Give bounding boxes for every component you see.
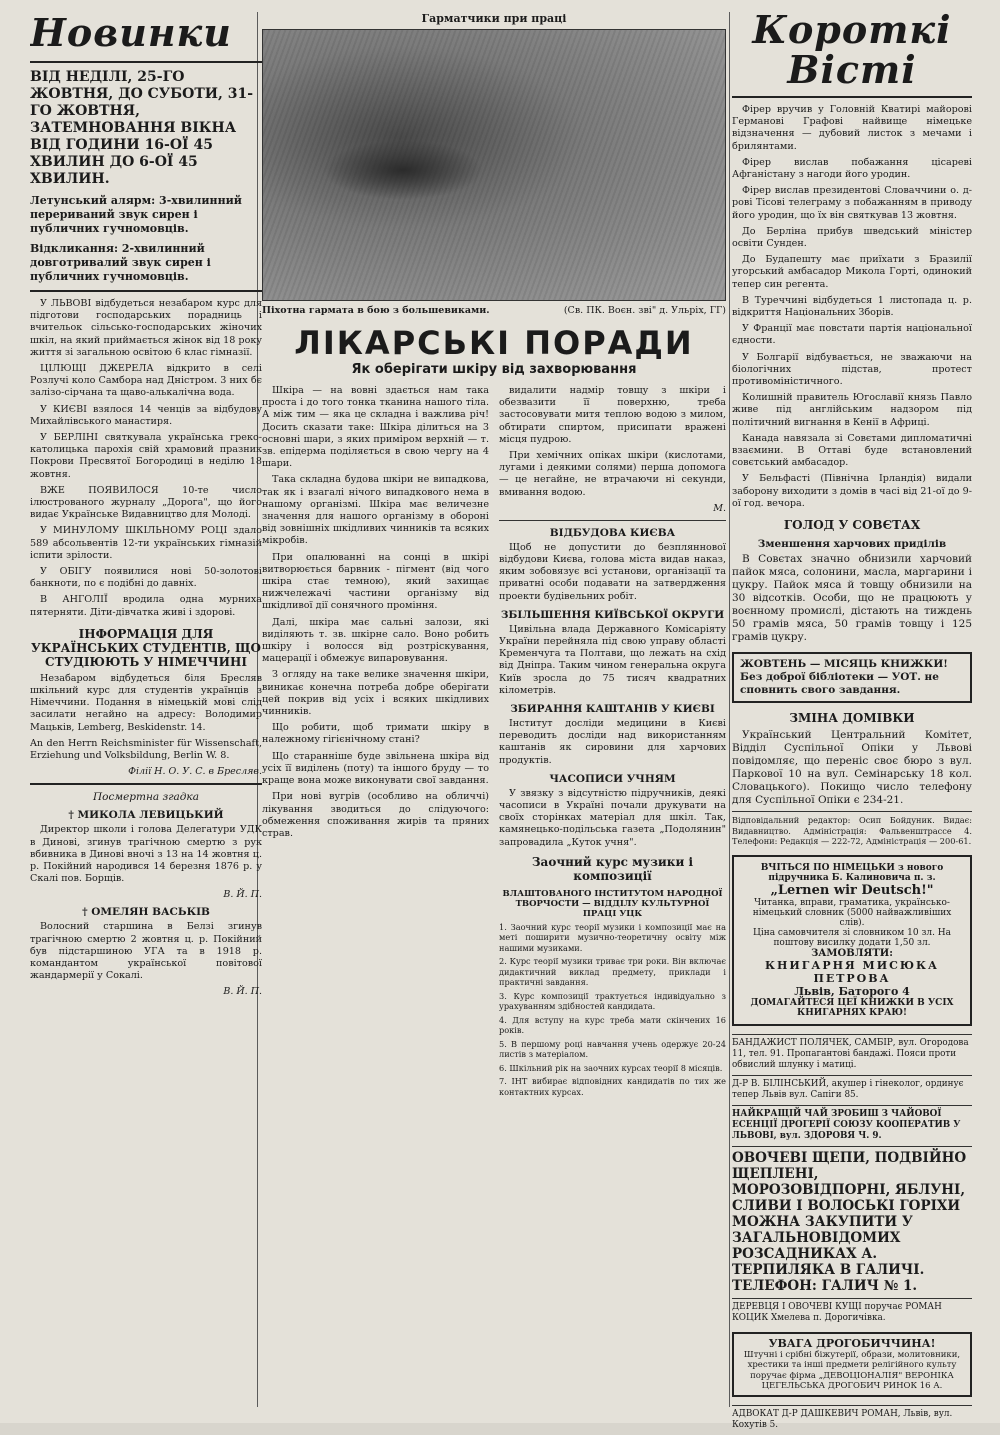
brief-item: До Берліна прибув шведський міністер освіти Сунден. — [732, 225, 972, 250]
news-item: В АНГОЛІЇ вродила одна мурниха пятерняти. Діти-дівчатка живі і здорові. — [30, 594, 262, 618]
brief-item: У Франції має повстати партія національної єдности. — [732, 323, 972, 347]
photo-title: Гарматчики при праці — [421, 12, 567, 25]
brief-item: Канада навязала зі Совєтами дипломатичні взаємини. В Оттаві буде встановлений совєтський амбасадор. — [732, 432, 972, 469]
photo-caption-right: (Св. ПК. Воєн. зві" д. Ульріх, ГГ) — [563, 305, 726, 316]
article-paragraph: Шкіра — на вовні здається нам така проста і до того тонка тканина нашого тіла. А між тим — яка це складна і важлива річ! Досить сказати таке: Шкіра ділиться на 3 основні шари, з яких приміром верхній — т. зв. епідерма поділяється в свою чергу на 4 шари. — [262, 385, 489, 470]
article-paragraph: Що робити, щоб тримати шкіру в належному гігієнічному стані? — [262, 722, 489, 746]
ad-text: Читанка, вправи, граматика, українсько-німецький словник (5000 найважливіших слів). — [752, 897, 952, 928]
news-item: У ЛЬВОВІ відбудеться незабаром курс для підготови господарських порадниць і вчительок сільсько-господарських жіночих шкіл, на який приймається жінок від 18 року життя зі загальною освітою 6 клас гімназії. — [30, 298, 262, 358]
brief-item: Колишній правитель Югославії князь Павло живе під англійським надзором під політичний вигнання в Кенії в Африці. — [732, 392, 972, 428]
left-column — [30, 10, 262, 997]
blackout-notice: ВІД НЕДІЛІ, 25-ГО ЖОВТНЯ, ДО СУБОТИ, 31-ГО ЖОВТНЯ, ЗАТЕМНОВАННЯ ВІКНА ВІД ГОДИНИ 16-ОЇ 45 ХВИЛИН ДО 6-ОЇ 45 ХВИЛИН. — [30, 69, 254, 187]
books-box — [732, 652, 972, 703]
divider — [499, 520, 726, 521]
music-item: 6. Шкільний рік на заочних курсах теорії 8 місяців. — [499, 1062, 723, 1073]
okruh-text: Цивільна влада Державного Комісаріяту України перейняла під свою управу області Кременчуга та Полтави, що лежать на схід від Дніпра. Таким чином генеральна округа Київ зросла до 75 тисяч квадратних кілометрів. — [499, 623, 726, 696]
korotki-visti-masthead — [732, 10, 972, 98]
music-item: 5. В першому році навчання учень одержує 20-24 листів з матеріалом. — [499, 1038, 726, 1060]
artillery-photo — [262, 29, 726, 301]
books-box-text: ЖОВТЕНЬ — МІСЯЦЬ КНИЖКИ! Без доброї бібліотеки — УОТ. не сповнить свого завдання. — [740, 658, 948, 697]
article-headline: ЛІКАРСЬКІ ПОРАДИ — [294, 324, 694, 362]
brief-item: Фірер вручив у Головній Кватирі майорові Германові Графові найвище німецьке відзначення — дубовий листок з мечами і брилянтами. — [732, 104, 972, 152]
news-item: ВЖЕ ПОЯВИЛОСЯ 10-те число ілюстрованого журналу „Дорога", що його видає Українське Видавництво для Молоді. — [30, 484, 262, 521]
ad-book: „Lernen wir Deutsch!" — [770, 882, 934, 898]
music-item: 3. Курс композиції трактується індивідуально з урахуванням здібностей кандидата. — [499, 990, 726, 1012]
photo-caption-left: Піхотна гармата в бою з большевиками. — [262, 305, 490, 316]
photo-caption — [262, 305, 726, 316]
news-item: У КИЄВІ взялося 14 ченців за відбудову Михайлівського манастиря. — [30, 403, 262, 427]
novynky-masthead: Новинки — [30, 10, 262, 63]
air-alarm: Летунський алярм: 3-хвилинний перериваний звук сирен і публичних гучномовців. — [30, 194, 242, 235]
news-item: У БЕРЛІНІ святкувала українська греко-католицька парохія свій храмовий празник Покрови Пресвятої Богородиці в неділю 18 жовтня. — [30, 432, 262, 480]
students-info-title: ІНФОРМАЦІЯ ДЛЯ УКРАЇНСЬКИХ СТУДЕНТІВ, ЩО СТУДІЮЮТЬ У НІМЕЧЧИНІ — [31, 626, 261, 669]
obituary-text: Волосний старшина в Белзі згинув трагічною смертю 2 жовтня ц. р. Покійний був підстаршиною УГА та в 1918 р. командантом української повітової жандармерії у Сокалі. — [30, 921, 262, 982]
obituary-name: † МИКОЛА ЛЕВИЦЬКИЙ — [68, 809, 224, 822]
brief-item: У Бельфасті (Північна Ірландія) видали заборону виходити з домів в часі від 21-ої до 9-ої год. вечора. — [732, 473, 972, 509]
music-course-title: Заочний курс музики і композиції — [531, 854, 694, 883]
article-paragraph: При нові вугрів (особливо на обличчі) лікування зводиться до слідуючого: обмеження споживання жирів та пряних страв. — [262, 791, 489, 839]
masthead-word-1: Короткі — [752, 10, 952, 52]
news-item: У ОБІГУ появилися нові 50-золотові банкноти, по є подібні до давніх. — [30, 566, 262, 590]
orchard-ad: ОВОЧЕВІ ЩЕПИ, ПОДВІЙНО ЩЕПЛЕНІ, МОРОЗОВІДПОРНІ, ЯБЛУНІ, СЛИВИ І ВОЛОСЬКІ ГОРІХИ МОЖНА ЗАКУПИТИ У ЗАГАЛЬНОВІДОМИХ РОЗСАДНИКАХ А. ТЕРПИЛЯКА В ГАЛИЧІ. ТЕЛЕФОН: ГАЛИЧ № 1. — [732, 1146, 972, 1294]
music-item: 1. Заочний курс теорії музики і композиції має на меті поширити музично-теоретичну освіту між нашими музиками. — [499, 921, 726, 953]
article-body — [262, 385, 726, 1100]
ad-shop: КНИГАРНЯ МИСЮКА ПЕТРОВА — [765, 958, 939, 985]
music-item: 2. Курс теорії музики триває три роки. Він включає дидактичний виклад предмету, приклади і практичні завдання. — [499, 956, 726, 988]
students-info-sign: Філії Н. О. У. С. в Бресляв. — [128, 766, 262, 778]
divider — [30, 290, 262, 292]
column-rule-right — [729, 12, 730, 1407]
article-paragraph: видалити надмір товщу з шкіри і обезвазити її поверхню, треба застосовувати митя теплою водою з милом, обтирати спиртом, присипати вражені місця пудрою. — [499, 385, 726, 445]
classified: Д-Р В. БІЛІНСЬКИЙ, акушер і гінеколог, ординує тепер Львів вул. Сапіги 85. — [732, 1075, 972, 1101]
moving-title: ЗМІНА ДОМІВКИ — [789, 711, 915, 726]
ad-order: ЗАМОВЛЯТИ: — [811, 947, 893, 959]
article-paragraph: При опалюванні на сонці в шкірі витворюється барвник - пігмент (від чого шкіра стає темною), який захищає нижчележачі частини організму від шкідливої дії сонячного проміння. — [262, 551, 489, 612]
moving-text: Український Центральний Комітет, Відділ Суспільної Опіки у Львові повідомляє, що переніс своє бюро з вул. Паркової 10 на вул. Семінарську 18 кол. Словацького). Покищо число телефону для Суспільної Опіки є 234-21. — [732, 729, 972, 807]
article-paragraph: При хемічних опіках шкіри (кислотами, лугами і деякими солями) перша допомога — це негайне, не втрачаючи ні секунди, вмивання водою. — [499, 450, 726, 498]
brief-item: До Будапешту має приїхати з Бразилії угорський амбасадор Микола Горті, одинокий тепер син регента. — [732, 254, 972, 290]
all-clear: Відкликання: 2-хвилинний довготривалий звук сирен і публичних гучномовців. — [30, 242, 211, 283]
article-col-2 — [499, 385, 726, 1100]
students-info-address: An den Herrn Reichsminister für Wissenschaft, Erziehung und Volksbildung, Berlin W. 8. — [30, 737, 262, 762]
obituary-label: Посмертна згадка — [93, 791, 199, 804]
journals-title: ЧАСОПИСИ УЧНЯМ — [549, 772, 676, 785]
chestnut-text: Інститут досліди медицини в Києві переводить досліди над використанням каштанів як сировини для харчових продуктів. — [499, 718, 726, 766]
okruh-title: ЗБІЛЬШЕННЯ КИЇВСЬКОЇ ОКРУГИ — [500, 608, 725, 621]
brief-item: В Туреччині відбудеться 1 листопада ц. р. відкриття Національних Зборів. — [732, 294, 972, 319]
ad-price: Ціна самовчителя зі словником 10 зл. На поштову висилку додати 1,50 зл. — [752, 927, 952, 948]
article-sig: М. — [713, 502, 726, 514]
right-column — [732, 10, 972, 1435]
middle-column — [262, 10, 726, 1100]
drohobych-box — [732, 1332, 972, 1397]
news-item: У МИНУЛОМУ ШКІЛЬНОМУ РОЦІ здало 589 абсольвентів 12-ти українських гімназій іспити зрілости. — [30, 525, 262, 561]
hunger-text: В Совєтах значно обнизили харчовий пайок мяса, солонини, масла, маргарини і цукру. Пайок мяса й товщу обнизили на 30 відсотків. Особи, що не працюють у воєнному промислі, дістають на тиждень 50 грамів мяса, 50 грамів товщу і 125 грамів цукру. — [732, 553, 972, 644]
article-col-1 — [262, 385, 489, 1100]
obituary-text: Директор школи і голова Делегатури УДК в Динові, згинув трагічною смертю з рук вбивника в Динові вночі з 13 на 14 жовтня ц. р. Покійний народився 14 березня 1876 р. у Скалі пов. Борщів. — [30, 824, 262, 885]
chestnut-title: ЗБИРАННЯ КАШТАНІВ У КИЄВІ — [510, 703, 715, 716]
ad-addr: Львів, Баторого 4 — [794, 984, 910, 998]
students-info-text: Незабаром відбудеться біля Бресляв шкільний курс для студентів українців з Німеччини. Подання в німецькій мові слід засилати негайно на адресу: Володимир Мацьків, Lemberg, Beskidenstr. 14. — [30, 672, 262, 733]
classified: НАЙКРАЩІЙ ЧАЙ ЗРОБИШ З ЧАЙОВОЇ ЕСЕНЦІЇ ДРОГЕРІЇ СОЮЗУ КООПЕРАТИВ У ЛЬВОВІ, вул. ЗДОРОВЯ Ч. 9. — [732, 1105, 972, 1142]
ad-title: ВЧІТЬСЯ ПО НІМЕЦЬКИ з нового підручника Б. Калиновича п. з. — [760, 862, 944, 883]
kyiv-text: Щоб не допустити до безпляннової відбудови Києва, голова міста видав наказ, яким зобовязує всі установи, організації та приватні особи подавати на затвердження проекти будівельних робіт. — [499, 541, 726, 602]
music-course-sub: ВЛАШТОВАНОГО ІНСТИТУТОМ НАРОДНОЇ ТВОРЧОСТИ — ВІДДІЛУ КУЛЬТУРНОЇ ПРАЦІ УЦК — [502, 888, 723, 919]
masthead-word-2: Вісті — [787, 47, 917, 92]
imprint: Відповідальний редактор: Осип Бойдуник. Видає: Видавництво. Адміністрація: Фальвенштрассе 4. Телефони: Редакція — 222-72, Адміністрація — 200-61. — [732, 811, 972, 847]
obituary-sig: В. Й. П. — [223, 986, 262, 998]
obituary-sig: В. Й. П. — [223, 889, 262, 901]
german-textbook-ad — [732, 855, 972, 1026]
divider — [30, 783, 262, 785]
classified: БАНДАЖИСТ ПОЛЯЧЕК, САМБІР, вул. Огородова 11, тел. 91. Пропагантові бандажі. Пояси проти обвислий шлунку і матиці. — [732, 1034, 972, 1071]
kyiv-title: ВІДБУДОВА КИЄВА — [549, 526, 676, 539]
article-paragraph: Далі, шкіра має сальні залози, які виділяють т. зв. шкірне сало. Воно робить шкіру і волосся від розтріскування, мацерації і обмежує випаровування. — [262, 616, 489, 665]
article-paragraph: Така складна будова шкіри не випадкова, так як і взагалі нічого випадкового нема в нашому організмі. Шкіра має величезне значення для нашого організму в обороні від зовнішніх шкідливих чинників та всяких мікробів. — [262, 474, 489, 547]
drohobych-text: Штучні і срібні біжутерії, образи, молитовники, хрестики та інші предмети релігійного культу поручає фірма „ДЕВОЦІОНАЛІЯ" ВЕРОНІКА ЦЕГЕЛЬСЬКА ДРОГОБИЧ РИНОК 16 А. — [743, 1349, 961, 1392]
music-item: 7. ІНТ вибирає відповідних кандидатів по тих же контактних курсах. — [499, 1076, 726, 1097]
lawyer-ad: АДВОКАТ Д-Р ДАШКЕВИЧ РОМАН, Львів, вул. Кохутів 5. — [732, 1405, 972, 1431]
obituary-name: † ОМЕЛЯН ВАСЬКІВ — [82, 906, 210, 919]
brief-item: Фірер вислав президентові Словаччини о. д-рові Тісові телеграму з побажанням в приводу його уродин, що їх він святкував 13 жовтня. — [732, 185, 972, 221]
hunger-sub: Зменшення харчових приділів — [757, 538, 947, 551]
journals-text: У звязку з відсутністю підручників, деякі часописи в Україні почали друкувати на своїх сторінках матеріал для шкіл. Так, камянецько-подільська газета „Подолянин" запровадила „Куток учня". — [499, 787, 726, 848]
ad-footer: ДОМАГАЙТЕСЯ ЦЕЇ КНИЖКИ В УСІХ КНИГАРНЯХ КРАЮ! — [750, 997, 954, 1018]
music-item: 4. Для вступу на курс треба мати скінчених 16 років. — [499, 1014, 726, 1036]
article-subhead: Як оберігати шкіру від захворювання — [351, 362, 637, 377]
article-paragraph: З огляду на таке велике значення шкіри, виникає конечна потреба добре оберігати цей покрив від усіх і всяких шкідливих чинників. — [262, 669, 489, 718]
hunger-title: ГОЛОД У СОВЄТАХ — [783, 518, 921, 533]
trees-ad: ДЕРЕВЦЯ І ОВОЧЕВІ КУЩІ поручає РОМАН КОЦИК Хмелева п. Дорогичівка. — [732, 1298, 972, 1324]
brief-item: Фірер вислав побажання цісареві Афганістану з нагоди його уродин. — [732, 156, 972, 181]
article-paragraph: Що старанніше буде звільнена шкіра від усіх її виділень (поту) та іншого бруду — то краще вона може виконувати свої завдання. — [262, 750, 489, 787]
news-item: ЦІЛЮЩІ ДЖЕРЕЛА відкрито в селі Розлучі коло Самбора над Дністром. 3 них бє залізо-сірчана та щаво-алькалічна вода. — [30, 363, 262, 399]
brief-item: У Болгарії відбувається, не зважаючи на біологічних підстав, протест противоміністичного. — [732, 351, 972, 388]
drohobych-title: УВАГА ДРОГОБИЧЧИНА! — [768, 1336, 936, 1350]
